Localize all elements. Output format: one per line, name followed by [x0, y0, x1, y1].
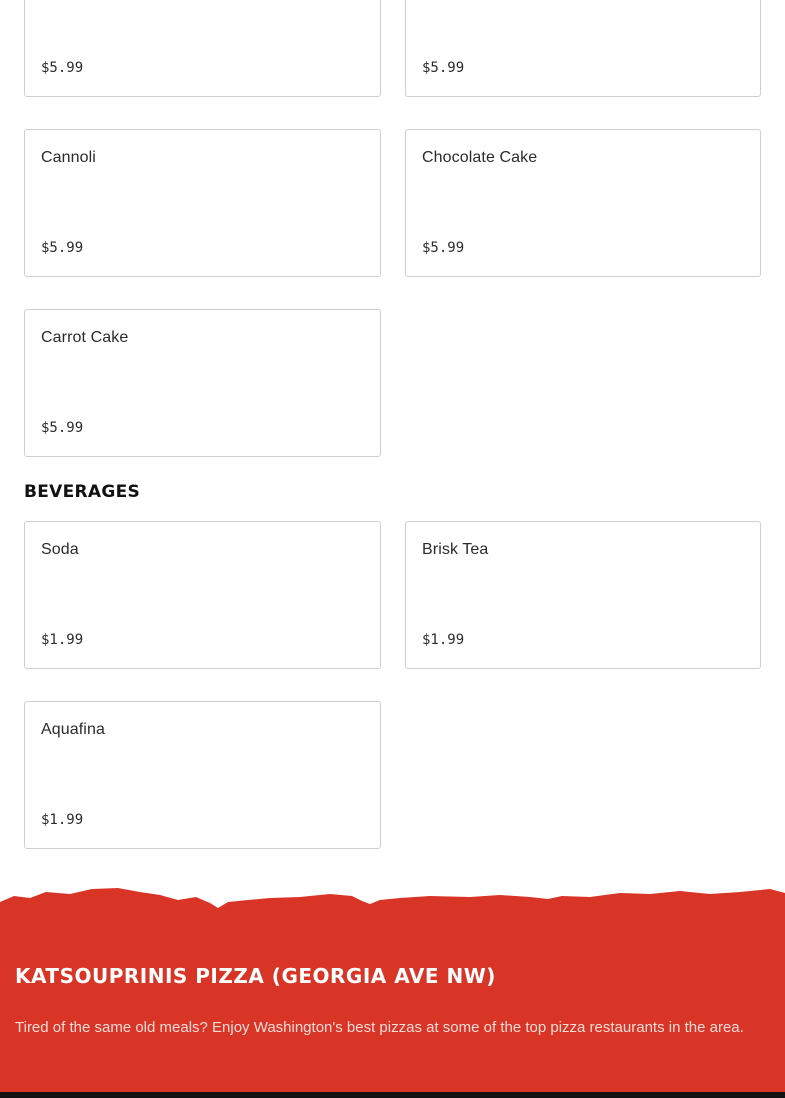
footer-bottom-bar	[0, 1092, 785, 1098]
menu-item-soda[interactable]	[24, 521, 381, 669]
item-price: $5.99	[41, 60, 84, 76]
item-price: $5.99	[422, 240, 465, 256]
item-price: $1.99	[41, 812, 84, 828]
site-footer	[0, 880, 785, 1098]
section-heading-beverages: BEVERAGES	[24, 482, 141, 502]
menu-item-carrot-cake[interactable]	[24, 309, 381, 457]
menu-item-cannoli[interactable]	[24, 129, 381, 277]
menu-item-brisk-tea[interactable]	[405, 521, 761, 669]
menu-item-card[interactable]	[24, 0, 381, 97]
item-name: Chocolate Cake	[422, 149, 538, 166]
menu-item-chocolate-cake[interactable]	[405, 129, 761, 277]
item-price: $5.99	[41, 240, 84, 256]
menu-item-aquafina[interactable]	[24, 701, 381, 849]
item-price: $1.99	[41, 632, 84, 648]
footer-band	[0, 910, 785, 1092]
item-price: $1.99	[422, 632, 465, 648]
item-price: $5.99	[41, 420, 84, 436]
item-price: $5.99	[422, 60, 465, 76]
restaurant-name: KATSOUPRINIS PIZZA (GEORGIA AVE NW)	[15, 964, 496, 988]
item-name: Cannoli	[41, 149, 96, 166]
item-name: Aquafina	[41, 721, 105, 738]
item-name: Carrot Cake	[41, 329, 129, 346]
menu-item-card[interactable]	[405, 0, 761, 97]
item-name: Soda	[41, 541, 79, 558]
item-name: Brisk Tea	[422, 541, 489, 558]
restaurant-description: Tired of the same old meals? Enjoy Washington's best pizzas at some of the top pizza restaurants in the area.	[15, 1019, 744, 1036]
